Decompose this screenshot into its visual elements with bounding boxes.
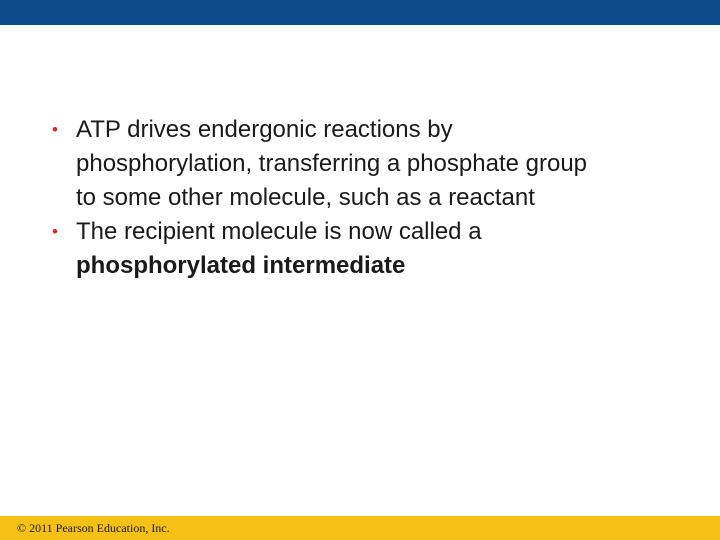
top-accent-bar: [0, 0, 720, 25]
bullet-item-2: [52, 215, 612, 283]
bullet-item-1: [52, 113, 612, 215]
copyright-notice: © 2011 Pearson Education, Inc.: [17, 521, 170, 535]
bullet-text: ATP drives endergonic reactions by phosphorylation, transferring a phosphate group to some other molecule, such as a reactant: [76, 116, 588, 211]
bullet-marker-icon: •: [52, 120, 58, 139]
bold-term: phosphorylated intermediate: [76, 252, 406, 279]
bullet-list: [52, 113, 612, 283]
bullet-text: The recipient molecule is now called a: [76, 218, 482, 245]
bullet-marker-icon: •: [52, 222, 58, 241]
